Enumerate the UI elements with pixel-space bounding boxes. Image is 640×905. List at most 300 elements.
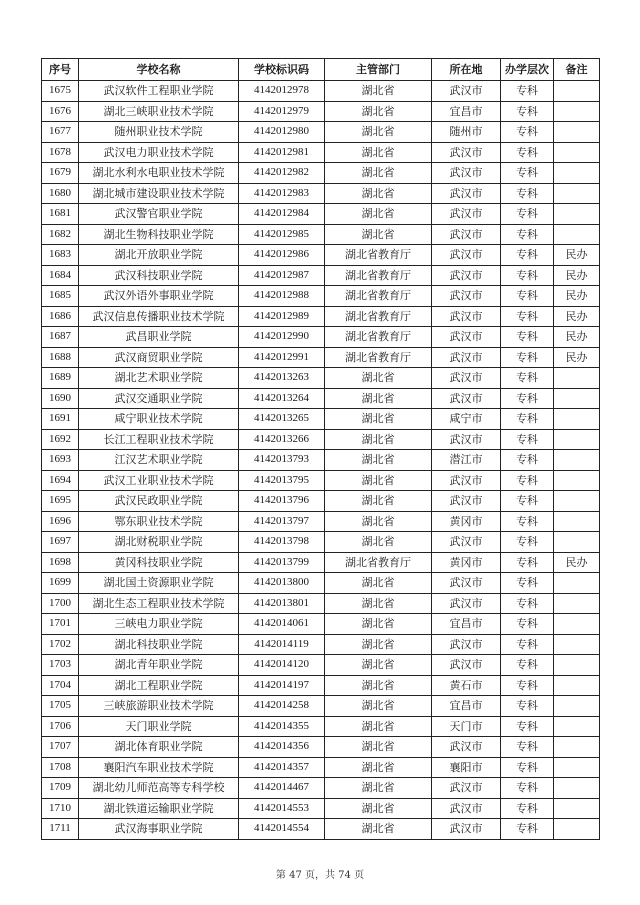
table-row — [42, 798, 600, 819]
cell-authority: 湖北省教育厅 — [325, 265, 432, 286]
cell-remark — [554, 368, 600, 389]
cell-school-name: 湖北体育职业学院 — [79, 737, 239, 758]
cell-remark — [554, 470, 600, 491]
table-row — [42, 737, 600, 758]
cell-school-name: 长江工程职业技术学院 — [79, 429, 239, 450]
cell-location: 武汉市 — [432, 778, 501, 799]
cell-school-code: 4142013263 — [239, 368, 325, 389]
cell-authority: 湖北省 — [325, 511, 432, 532]
cell-school-name: 天门职业学院 — [79, 716, 239, 737]
cell-school-name: 武汉商贸职业学院 — [79, 347, 239, 368]
table-row — [42, 573, 600, 594]
cell-authority: 湖北省 — [325, 696, 432, 717]
cell-remark — [554, 655, 600, 676]
cell-school-code: 4142014467 — [239, 778, 325, 799]
cell-level: 专科 — [501, 552, 554, 573]
cell-school-code: 4142012982 — [239, 163, 325, 184]
cell-remark: 民办 — [554, 306, 600, 327]
cell-school-name: 武汉警官职业学院 — [79, 204, 239, 225]
header-index: 序号 — [42, 59, 79, 81]
table-row — [42, 511, 600, 532]
cell-school-code: 4142012988 — [239, 286, 325, 307]
cell-school-name: 武汉民政职业学院 — [79, 491, 239, 512]
cell-level: 专科 — [501, 142, 554, 163]
cell-authority: 湖北省教育厅 — [325, 286, 432, 307]
header-school-name: 学校名称 — [79, 59, 239, 81]
cell-index: 1688 — [42, 347, 79, 368]
cell-school-name: 武汉外语外事职业学院 — [79, 286, 239, 307]
table-row — [42, 224, 600, 245]
cell-school-code: 4142012978 — [239, 81, 325, 102]
cell-school-code: 4142014258 — [239, 696, 325, 717]
table-row — [42, 778, 600, 799]
cell-authority: 湖北省 — [325, 573, 432, 594]
cell-level: 专科 — [501, 163, 554, 184]
cell-level: 专科 — [501, 265, 554, 286]
cell-remark: 民办 — [554, 265, 600, 286]
cell-index: 1711 — [42, 819, 79, 840]
cell-level: 专科 — [501, 122, 554, 143]
cell-school-name: 武汉工业职业技术学院 — [79, 470, 239, 491]
cell-authority: 湖北省 — [325, 142, 432, 163]
cell-school-code: 4142014357 — [239, 757, 325, 778]
cell-authority: 湖北省 — [325, 778, 432, 799]
header-school-code: 学校标识码 — [239, 59, 325, 81]
cell-location: 随州市 — [432, 122, 501, 143]
cell-location: 武汉市 — [432, 224, 501, 245]
cell-school-code: 4142014553 — [239, 798, 325, 819]
cell-level: 专科 — [501, 491, 554, 512]
cell-school-code: 4142012985 — [239, 224, 325, 245]
table-row — [42, 122, 600, 143]
cell-school-code: 4142012986 — [239, 245, 325, 266]
cell-authority: 湖北省 — [325, 183, 432, 204]
cell-authority: 湖北省 — [325, 798, 432, 819]
table-row — [42, 593, 600, 614]
table-row — [42, 347, 600, 368]
cell-index: 1686 — [42, 306, 79, 327]
cell-remark — [554, 573, 600, 594]
cell-school-name: 湖北国土资源职业学院 — [79, 573, 239, 594]
cell-school-name: 武汉海事职业学院 — [79, 819, 239, 840]
cell-level: 专科 — [501, 450, 554, 471]
cell-authority: 湖北省 — [325, 204, 432, 225]
cell-school-name: 武汉信息传播职业技术学院 — [79, 306, 239, 327]
cell-location: 武汉市 — [432, 368, 501, 389]
cell-remark — [554, 757, 600, 778]
cell-authority: 湖北省 — [325, 819, 432, 840]
cell-authority: 湖北省 — [325, 450, 432, 471]
cell-index: 1675 — [42, 81, 79, 102]
header-level: 办学层次 — [501, 59, 554, 81]
cell-index: 1683 — [42, 245, 79, 266]
cell-index: 1681 — [42, 204, 79, 225]
table-row — [42, 614, 600, 635]
table-row — [42, 163, 600, 184]
cell-school-code: 4142013793 — [239, 450, 325, 471]
cell-school-code: 4142013801 — [239, 593, 325, 614]
cell-school-name: 湖北开放职业学院 — [79, 245, 239, 266]
cell-level: 专科 — [501, 204, 554, 225]
cell-remark — [554, 142, 600, 163]
cell-index: 1697 — [42, 532, 79, 553]
table-row — [42, 634, 600, 655]
cell-remark — [554, 696, 600, 717]
cell-location: 武汉市 — [432, 327, 501, 348]
cell-level: 专科 — [501, 655, 554, 676]
cell-index: 1701 — [42, 614, 79, 635]
cell-school-code: 4142013797 — [239, 511, 325, 532]
cell-level: 专科 — [501, 716, 554, 737]
cell-school-code: 4142012987 — [239, 265, 325, 286]
cell-index: 1690 — [42, 388, 79, 409]
cell-remark — [554, 450, 600, 471]
cell-location: 黄冈市 — [432, 511, 501, 532]
table-row — [42, 265, 600, 286]
cell-index: 1703 — [42, 655, 79, 676]
cell-authority: 湖北省 — [325, 655, 432, 676]
cell-school-code: 4142012990 — [239, 327, 325, 348]
cell-authority: 湖北省 — [325, 101, 432, 122]
cell-level: 专科 — [501, 819, 554, 840]
cell-location: 咸宁市 — [432, 409, 501, 430]
cell-remark: 民办 — [554, 347, 600, 368]
table-row — [42, 429, 600, 450]
cell-index: 1689 — [42, 368, 79, 389]
cell-location: 武汉市 — [432, 163, 501, 184]
cell-remark — [554, 122, 600, 143]
cell-school-code: 4142013266 — [239, 429, 325, 450]
cell-location: 武汉市 — [432, 634, 501, 655]
cell-school-code: 4142012989 — [239, 306, 325, 327]
table-row — [42, 552, 600, 573]
cell-school-code: 4142012980 — [239, 122, 325, 143]
cell-school-code: 4142013800 — [239, 573, 325, 594]
cell-location: 武汉市 — [432, 593, 501, 614]
cell-remark — [554, 409, 600, 430]
cell-location: 黄石市 — [432, 675, 501, 696]
cell-index: 1707 — [42, 737, 79, 758]
cell-level: 专科 — [501, 368, 554, 389]
cell-index: 1698 — [42, 552, 79, 573]
cell-remark — [554, 163, 600, 184]
cell-index: 1693 — [42, 450, 79, 471]
cell-school-code: 4142012984 — [239, 204, 325, 225]
cell-level: 专科 — [501, 675, 554, 696]
header-location: 所在地 — [432, 59, 501, 81]
cell-school-name: 湖北水利水电职业技术学院 — [79, 163, 239, 184]
cell-level: 专科 — [501, 511, 554, 532]
table-row — [42, 388, 600, 409]
cell-authority: 湖北省 — [325, 716, 432, 737]
cell-school-code: 4142012983 — [239, 183, 325, 204]
cell-remark — [554, 183, 600, 204]
cell-location: 武汉市 — [432, 142, 501, 163]
cell-school-name: 湖北三峡职业技术学院 — [79, 101, 239, 122]
cell-authority: 湖北省教育厅 — [325, 347, 432, 368]
cell-remark — [554, 204, 600, 225]
cell-index: 1704 — [42, 675, 79, 696]
cell-school-name: 湖北科技职业学院 — [79, 634, 239, 655]
cell-authority: 湖北省 — [325, 593, 432, 614]
cell-level: 专科 — [501, 327, 554, 348]
cell-school-name: 湖北财税职业学院 — [79, 532, 239, 553]
cell-location: 武汉市 — [432, 429, 501, 450]
cell-location: 武汉市 — [432, 532, 501, 553]
cell-remark — [554, 224, 600, 245]
cell-remark: 民办 — [554, 245, 600, 266]
cell-location: 宜昌市 — [432, 101, 501, 122]
cell-school-code: 4142012979 — [239, 101, 325, 122]
cell-index: 1696 — [42, 511, 79, 532]
table-row — [42, 183, 600, 204]
cell-index: 1694 — [42, 470, 79, 491]
cell-remark — [554, 81, 600, 102]
cell-school-code: 4142013799 — [239, 552, 325, 573]
cell-school-name: 湖北工程职业学院 — [79, 675, 239, 696]
cell-location: 武汉市 — [432, 491, 501, 512]
cell-school-name: 湖北生态工程职业技术学院 — [79, 593, 239, 614]
cell-remark — [554, 593, 600, 614]
cell-school-name: 三峡旅游职业技术学院 — [79, 696, 239, 717]
cell-remark — [554, 737, 600, 758]
cell-level: 专科 — [501, 614, 554, 635]
cell-location: 武汉市 — [432, 286, 501, 307]
cell-level: 专科 — [501, 573, 554, 594]
cell-authority: 湖北省教育厅 — [325, 306, 432, 327]
cell-school-name: 咸宁职业技术学院 — [79, 409, 239, 430]
cell-remark — [554, 798, 600, 819]
cell-level: 专科 — [501, 532, 554, 553]
cell-index: 1699 — [42, 573, 79, 594]
cell-school-name: 鄂东职业技术学院 — [79, 511, 239, 532]
cell-remark — [554, 101, 600, 122]
cell-level: 专科 — [501, 429, 554, 450]
cell-index: 1710 — [42, 798, 79, 819]
cell-location: 武汉市 — [432, 81, 501, 102]
cell-authority: 湖北省教育厅 — [325, 552, 432, 573]
cell-authority: 湖北省 — [325, 429, 432, 450]
cell-school-code: 4142014197 — [239, 675, 325, 696]
cell-authority: 湖北省教育厅 — [325, 327, 432, 348]
cell-level: 专科 — [501, 81, 554, 102]
cell-remark — [554, 675, 600, 696]
cell-remark — [554, 778, 600, 799]
table-row — [42, 286, 600, 307]
table-row — [42, 716, 600, 737]
cell-school-code: 4142013796 — [239, 491, 325, 512]
cell-authority: 湖北省 — [325, 163, 432, 184]
cell-location: 武汉市 — [432, 183, 501, 204]
cell-location: 潜江市 — [432, 450, 501, 471]
cell-authority: 湖北省 — [325, 122, 432, 143]
table-row — [42, 245, 600, 266]
cell-level: 专科 — [501, 388, 554, 409]
cell-school-code: 4142013798 — [239, 532, 325, 553]
cell-index: 1687 — [42, 327, 79, 348]
cell-school-code: 4142013265 — [239, 409, 325, 430]
cell-location: 天门市 — [432, 716, 501, 737]
cell-remark — [554, 634, 600, 655]
cell-level: 专科 — [501, 696, 554, 717]
table-row — [42, 327, 600, 348]
cell-school-name: 武汉电力职业技术学院 — [79, 142, 239, 163]
cell-index: 1700 — [42, 593, 79, 614]
cell-school-name: 武汉软件工程职业学院 — [79, 81, 239, 102]
cell-school-name: 湖北铁道运输职业学院 — [79, 798, 239, 819]
table-row — [42, 696, 600, 717]
cell-authority: 湖北省 — [325, 81, 432, 102]
table-row — [42, 675, 600, 696]
cell-index: 1684 — [42, 265, 79, 286]
cell-school-name: 襄阳汽车职业技术学院 — [79, 757, 239, 778]
cell-school-name: 湖北城市建设职业技术学院 — [79, 183, 239, 204]
cell-level: 专科 — [501, 183, 554, 204]
cell-index: 1709 — [42, 778, 79, 799]
cell-authority: 湖北省 — [325, 634, 432, 655]
page-footer: 第 47 页，共 74 页 — [275, 870, 365, 881]
cell-remark — [554, 532, 600, 553]
cell-school-code: 4142012981 — [239, 142, 325, 163]
cell-school-name: 湖北青年职业学院 — [79, 655, 239, 676]
cell-level: 专科 — [501, 286, 554, 307]
cell-location: 武汉市 — [432, 737, 501, 758]
cell-school-name: 湖北幼儿师范高等专科学校 — [79, 778, 239, 799]
cell-school-name: 随州职业技术学院 — [79, 122, 239, 143]
table-row — [42, 409, 600, 430]
cell-authority: 湖北省教育厅 — [325, 245, 432, 266]
cell-authority: 湖北省 — [325, 532, 432, 553]
cell-level: 专科 — [501, 306, 554, 327]
cell-authority: 湖北省 — [325, 224, 432, 245]
cell-remark — [554, 429, 600, 450]
table-row — [42, 757, 600, 778]
cell-remark — [554, 491, 600, 512]
cell-school-code: 4142014061 — [239, 614, 325, 635]
cell-level: 专科 — [501, 224, 554, 245]
table-row — [42, 142, 600, 163]
cell-authority: 湖北省 — [325, 491, 432, 512]
cell-remark: 民办 — [554, 286, 600, 307]
cell-location: 武汉市 — [432, 655, 501, 676]
cell-level: 专科 — [501, 634, 554, 655]
table-row — [42, 204, 600, 225]
table-row — [42, 306, 600, 327]
table-row — [42, 81, 600, 102]
cell-location: 武汉市 — [432, 204, 501, 225]
cell-school-name: 江汉艺术职业学院 — [79, 450, 239, 471]
table-row — [42, 368, 600, 389]
header-remark: 备注 — [554, 59, 600, 81]
cell-index: 1679 — [42, 163, 79, 184]
cell-level: 专科 — [501, 347, 554, 368]
cell-remark — [554, 716, 600, 737]
cell-authority: 湖北省 — [325, 675, 432, 696]
cell-level: 专科 — [501, 409, 554, 430]
table-row — [42, 101, 600, 122]
cell-level: 专科 — [501, 798, 554, 819]
cell-level: 专科 — [501, 757, 554, 778]
cell-authority: 湖北省 — [325, 614, 432, 635]
cell-location: 武汉市 — [432, 245, 501, 266]
cell-remark — [554, 388, 600, 409]
cell-school-code: 4142014554 — [239, 819, 325, 840]
cell-index: 1706 — [42, 716, 79, 737]
cell-location: 襄阳市 — [432, 757, 501, 778]
cell-school-code: 4142014120 — [239, 655, 325, 676]
table-header-row — [42, 59, 600, 81]
cell-remark: 民办 — [554, 327, 600, 348]
cell-location: 武汉市 — [432, 388, 501, 409]
cell-authority: 湖北省 — [325, 737, 432, 758]
cell-level: 专科 — [501, 593, 554, 614]
cell-index: 1676 — [42, 101, 79, 122]
cell-school-name: 武昌职业学院 — [79, 327, 239, 348]
cell-index: 1682 — [42, 224, 79, 245]
cell-index: 1708 — [42, 757, 79, 778]
school-roster-table — [41, 58, 600, 840]
cell-index: 1691 — [42, 409, 79, 430]
cell-school-name: 黄冈科技职业学院 — [79, 552, 239, 573]
table-row — [42, 532, 600, 553]
cell-school-code: 4142013795 — [239, 470, 325, 491]
cell-level: 专科 — [501, 245, 554, 266]
table-body — [42, 81, 600, 840]
cell-remark — [554, 511, 600, 532]
table-row — [42, 491, 600, 512]
table-row — [42, 450, 600, 471]
cell-school-name: 三峡电力职业学院 — [79, 614, 239, 635]
cell-authority: 湖北省 — [325, 388, 432, 409]
cell-location: 武汉市 — [432, 798, 501, 819]
cell-school-name: 湖北生物科技职业学院 — [79, 224, 239, 245]
cell-location: 宜昌市 — [432, 696, 501, 717]
cell-index: 1702 — [42, 634, 79, 655]
cell-index: 1678 — [42, 142, 79, 163]
cell-location: 黄冈市 — [432, 552, 501, 573]
table-row — [42, 470, 600, 491]
cell-index: 1705 — [42, 696, 79, 717]
table-row — [42, 655, 600, 676]
cell-location: 宜昌市 — [432, 614, 501, 635]
cell-location: 武汉市 — [432, 573, 501, 594]
cell-remark: 民办 — [554, 552, 600, 573]
cell-authority: 湖北省 — [325, 757, 432, 778]
cell-remark — [554, 819, 600, 840]
cell-level: 专科 — [501, 101, 554, 122]
cell-authority: 湖北省 — [325, 368, 432, 389]
cell-school-name: 湖北艺术职业学院 — [79, 368, 239, 389]
cell-location: 武汉市 — [432, 819, 501, 840]
cell-school-code: 4142012991 — [239, 347, 325, 368]
cell-level: 专科 — [501, 778, 554, 799]
cell-level: 专科 — [501, 737, 554, 758]
cell-index: 1685 — [42, 286, 79, 307]
cell-school-code: 4142014119 — [239, 634, 325, 655]
cell-location: 武汉市 — [432, 306, 501, 327]
cell-school-code: 4142014355 — [239, 716, 325, 737]
cell-authority: 湖北省 — [325, 409, 432, 430]
cell-school-name: 武汉交通职业学院 — [79, 388, 239, 409]
cell-school-code: 4142014356 — [239, 737, 325, 758]
cell-index: 1677 — [42, 122, 79, 143]
cell-level: 专科 — [501, 470, 554, 491]
cell-location: 武汉市 — [432, 347, 501, 368]
table-row — [42, 819, 600, 840]
cell-index: 1692 — [42, 429, 79, 450]
header-authority: 主管部门 — [325, 59, 432, 81]
cell-index: 1680 — [42, 183, 79, 204]
